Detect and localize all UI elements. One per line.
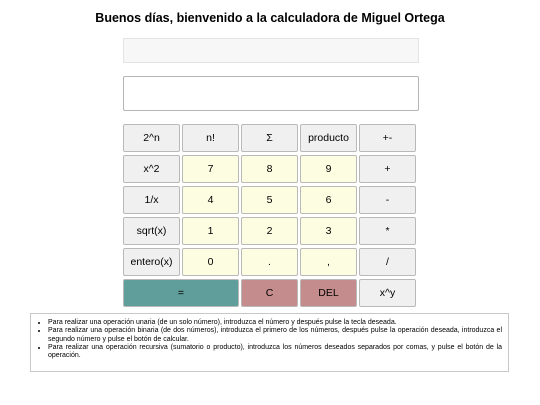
digit-5-button[interactable]: 5 (241, 186, 298, 214)
sum-button[interactable]: Σ (241, 124, 298, 152)
page-title: Buenos días, bienvenido a la calculadora de Miguel Ortega (95, 11, 445, 25)
product-button[interactable]: producto (300, 124, 357, 152)
digit-7-button[interactable]: 7 (182, 155, 239, 183)
decimal-point-button[interactable]: . (241, 248, 298, 276)
digit-8-button[interactable]: 8 (241, 155, 298, 183)
digit-4-button[interactable]: 4 (182, 186, 239, 214)
help-item-unary: • Para realizar una operación unaria (de un solo número), introduzca el número y después pulse la tecla deseada. (48, 319, 502, 327)
multiply-button[interactable]: * (359, 217, 416, 245)
delete-button[interactable]: DEL (300, 279, 357, 307)
divide-button[interactable]: / (359, 248, 416, 276)
comma-button[interactable]: , (300, 248, 357, 276)
help-list (39, 319, 502, 360)
add-button[interactable]: + (359, 155, 416, 183)
clear-button[interactable]: C (241, 279, 298, 307)
sign-toggle-button[interactable]: +- (359, 124, 416, 152)
secondary-display (123, 38, 419, 63)
reciprocal-button[interactable]: 1/x (123, 186, 180, 214)
power-button[interactable]: x^y (359, 279, 416, 307)
equals-button[interactable]: = (123, 279, 239, 307)
digit-0-button[interactable]: 0 (182, 248, 239, 276)
digit-9-button[interactable]: 9 (300, 155, 357, 183)
digit-3-button[interactable]: 3 (300, 217, 357, 245)
digit-6-button[interactable]: 6 (300, 186, 357, 214)
keypad (123, 124, 418, 307)
factorial-button[interactable]: n! (182, 124, 239, 152)
main-display (123, 76, 419, 111)
digit-1-button[interactable]: 1 (182, 217, 239, 245)
help-item-recursive: • Para realizar una operación recursiva (sumatorio o producto), introduzca los números deseados separados por comas, y pulse el botón de la operación. (48, 344, 502, 361)
help-item-binary: • Para realizar una operación binaria (de dos números), introduzca el primero de los números, después pulse la operación deseada, introduzca el segundo número y pulse el botón de calcular. (48, 327, 502, 344)
digit-2-button[interactable]: 2 (241, 217, 298, 245)
square-button[interactable]: x^2 (123, 155, 180, 183)
subtract-button[interactable]: - (359, 186, 416, 214)
sqrt-button[interactable]: sqrt(x) (123, 217, 180, 245)
help-panel (30, 313, 509, 372)
power-of-two-button[interactable]: 2^n (123, 124, 180, 152)
integer-part-button[interactable]: entero(x) (123, 248, 180, 276)
